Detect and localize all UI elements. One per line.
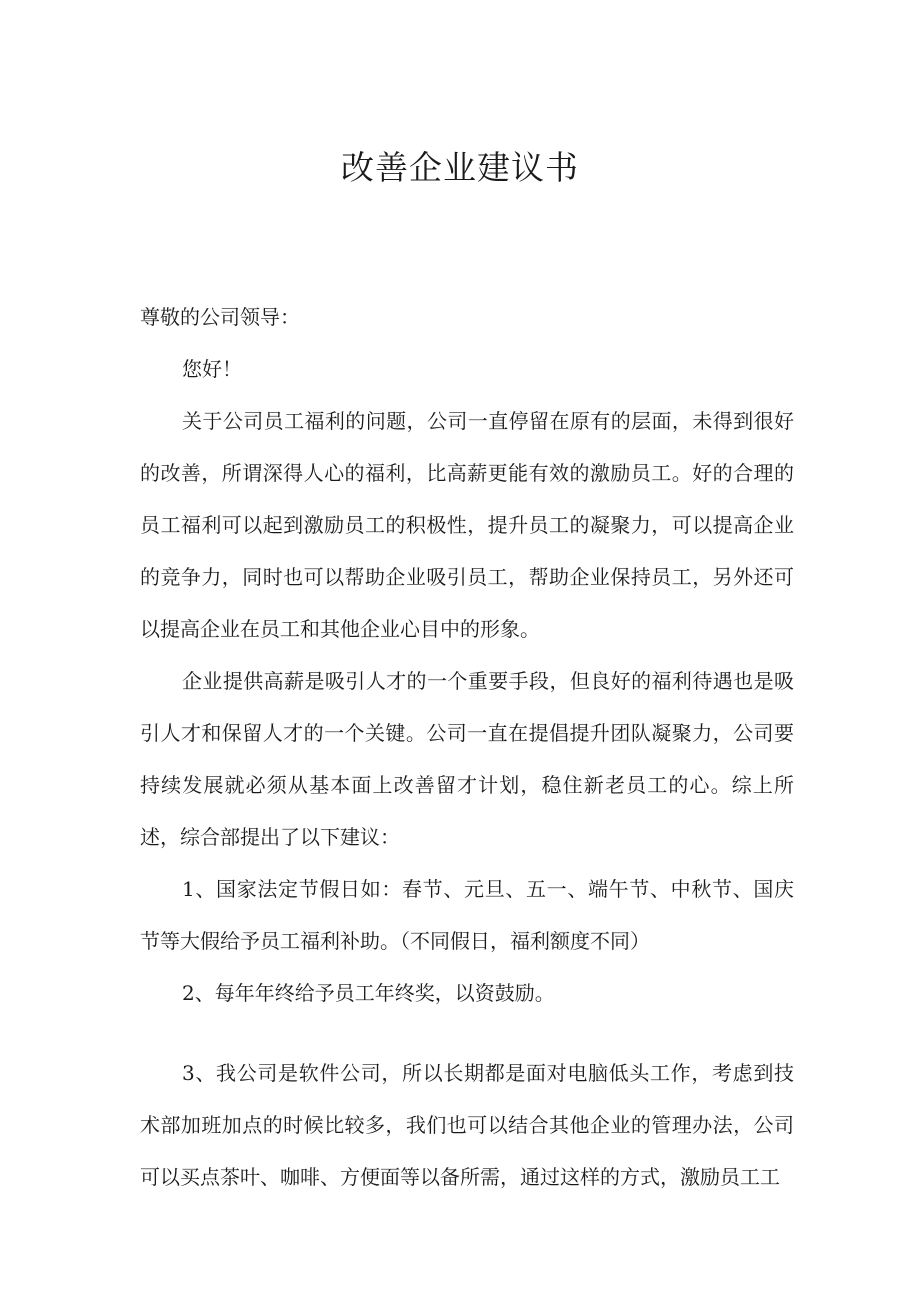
suggestion-1: 1、国家法定节假日如：春节、元旦、五一、端午节、中秋节、国庆节等大假给予员工福利补助。（不同假日，福利额度不同）	[140, 877, 794, 953]
document-body	[140, 291, 794, 1203]
paragraph-2: 企业提供高薪是吸引人才的一个重要手段，但良好的福利待遇也是吸引人才和保留人才的一个关键。公司一直在提倡提升团队凝聚力，公司要持续发展就必须从基本面上改善留才计划，稳住新老员工的心。综上所述，综合部提出了以下建议：	[140, 669, 794, 849]
greeting: 您好！	[182, 357, 242, 381]
suggestion-2: 2、每年年终给予员工年终奖，以资鼓励。	[182, 981, 555, 1005]
document-title: 改善企业建议书	[341, 148, 579, 187]
paragraph-1: 关于公司员工福利的问题，公司一直停留在原有的层面，未得到很好的改善，所谓深得人心的福利，比高薪更能有效的激励员工。好的合理的员工福利可以起到激励员工的积极性，提升员工的凝聚力，可以提高企业的竞争力，同时也可以帮助企业吸引员工，帮助企业保持员工，另外还可以提高企业在员工和其他企业心目中的形象。	[140, 409, 794, 641]
suggestion-3: 3、我公司是软件公司，所以长期都是面对电脑低头工作，考虑到技术部加班加点的时候比较多，我们也可以结合其他企业的管理办法，公司可以买点茶叶、咖啡、方便面等以备所需，通过这样的方式，激励员工工	[140, 1061, 794, 1189]
salutation: 尊敬的公司领导：	[140, 305, 300, 329]
